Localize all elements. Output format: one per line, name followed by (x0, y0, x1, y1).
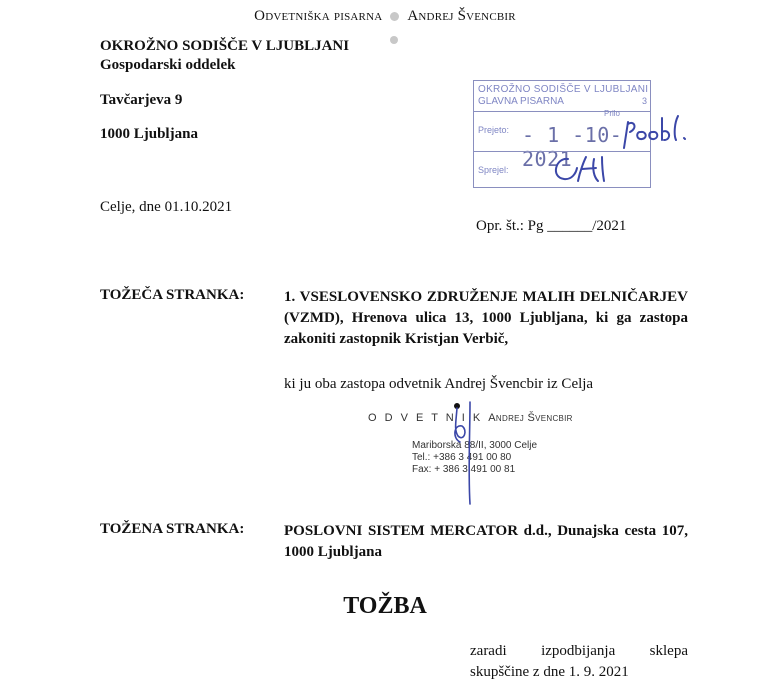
document-title: TOŽBA (343, 593, 427, 619)
letterhead-dot-icon (390, 12, 399, 21)
defendant-text: POSLOVNI SISTEM MERCATOR d.d., Dunajska cesta 107, 1000 Ljubljana (284, 523, 688, 560)
stamp-number: 3 (641, 96, 647, 106)
attorney-stamp-tel: Tel.: +386 3 491 00 80 (412, 452, 512, 463)
stamp-accepted-label: Sprejel: (478, 165, 509, 175)
attorney-stamp-title: O D V E T N I K (368, 412, 483, 424)
letterhead-firm: Odvetniška pisarna (254, 8, 383, 24)
stamp-received-label: Prejeto: (478, 125, 510, 135)
place-date: Celje, dne 01.10.2021 (100, 199, 233, 215)
attorney-stamp-address: Mariborska 88/II, 3000 Celje (412, 440, 538, 451)
court-department: Gospodarski oddelek (100, 57, 236, 73)
court-name: OKROŽNO SODIŠČE V LJUBLJANI (100, 38, 350, 54)
letterhead-dot-icon (390, 36, 398, 44)
attorney-stamp-fax: Fax: + 386 3 491 00 81 (412, 464, 516, 475)
court-street: Tavčarjeva 9 (100, 92, 183, 108)
case-number: Opr. št.: Pg ______/2021 (476, 218, 627, 234)
stamp-received-date: - 1 -10- 2021 (522, 123, 623, 171)
plaintiff-label: TOŽEČA STRANKA: (100, 287, 245, 303)
defendant-label: TOŽENA STRANKA: (100, 521, 245, 537)
court-city: 1000 Ljubljana (100, 126, 198, 142)
handwritten-note-icon (618, 112, 698, 152)
stamp-signature-icon (546, 151, 616, 187)
stamp-office-line: GLAVNA PISARNA (478, 96, 564, 107)
stamp-court-line: OKROŽNO SODIŠČE V LJUBLJANI (478, 84, 649, 95)
letterhead-attorney: Andrej Švencbir (407, 8, 516, 24)
attorney-stamp-name: Andrej Švencbir (488, 412, 573, 424)
stamp-small-label: Prilo (603, 109, 620, 118)
attorney-signature-icon (440, 392, 490, 507)
plaintiff-text: 1. VSESLOVENSKO ZDRUŽENJE MALIH DELNIČARJEV (VZMD), Hrenova ulica 13, 1000 Ljubljana, ki ga zastopa zakoniti zastopnik Kristjan Verbič, (284, 289, 688, 347)
lawsuit-subject: zaradi izpodbijanja sklepa skupščine z dne 1. 9. 2021 (470, 643, 688, 680)
plaintiff-representation: ki ju oba zastopa odvetnik Andrej Švencbir iz Celja (284, 376, 594, 392)
letterhead (0, 8, 770, 25)
